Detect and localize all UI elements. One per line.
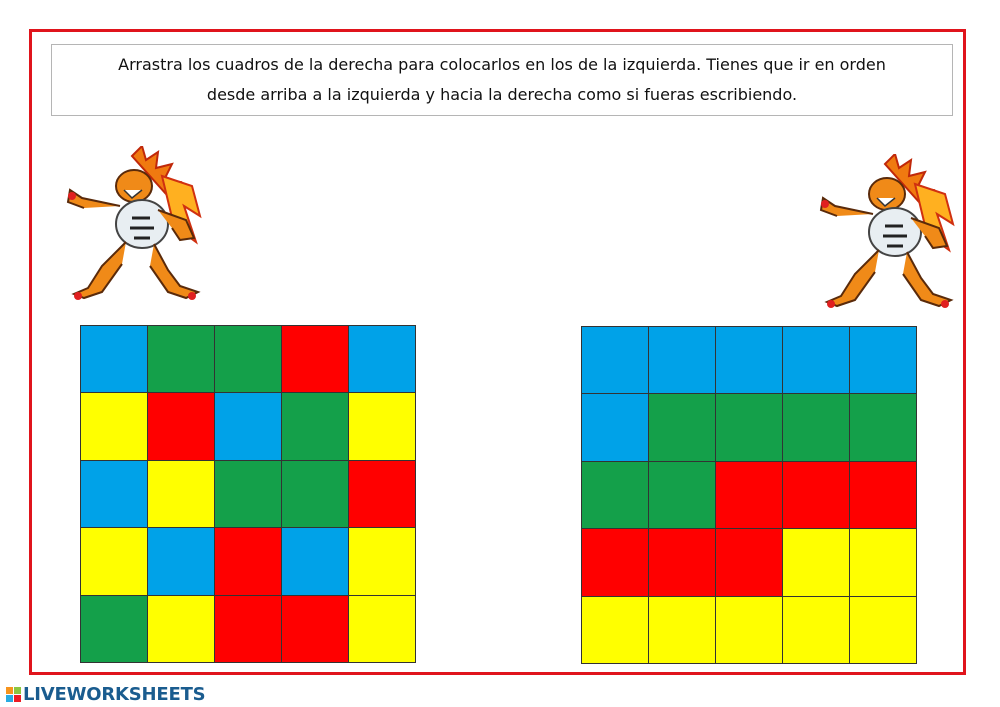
target-square-green <box>282 461 349 528</box>
draggable-square-red[interactable] <box>716 529 783 596</box>
draggable-square-green[interactable] <box>649 394 716 461</box>
draggable-square-blue[interactable] <box>649 327 716 394</box>
draggable-square-blue[interactable] <box>582 327 649 394</box>
target-square-blue <box>349 326 416 393</box>
draggable-square-red[interactable] <box>649 529 716 596</box>
target-square-red <box>282 326 349 393</box>
draggable-square-red[interactable] <box>582 529 649 596</box>
logo-text: LIVEWORKSHEETS <box>23 683 206 705</box>
draggable-square-green[interactable] <box>783 394 850 461</box>
target-square-blue <box>148 528 215 595</box>
target-square-blue <box>81 461 148 528</box>
target-square-red <box>148 393 215 460</box>
target-square-green <box>81 596 148 663</box>
instructions-box <box>51 44 953 116</box>
instructions-line-2: desde arriba a la izquierda y hacia la derecha como si fueras escribiendo. <box>206 85 798 104</box>
target-square-yellow <box>349 393 416 460</box>
target-square-yellow <box>349 528 416 595</box>
draggable-square-yellow[interactable] <box>783 529 850 596</box>
tiger-monster-icon <box>821 154 953 308</box>
target-square-red <box>282 596 349 663</box>
target-square-yellow <box>349 596 416 663</box>
tiger-monster-illustration-left <box>62 146 210 306</box>
draggable-square-red[interactable] <box>783 462 850 529</box>
target-square-green <box>282 393 349 460</box>
tiger-monster-illustration-right <box>815 154 963 314</box>
target-square-yellow <box>148 461 215 528</box>
target-square-yellow <box>81 528 148 595</box>
target-square-green <box>215 461 282 528</box>
draggable-square-green[interactable] <box>649 462 716 529</box>
draggable-square-red[interactable] <box>850 462 917 529</box>
target-square-blue <box>282 528 349 595</box>
draggable-square-blue[interactable] <box>850 327 917 394</box>
draggable-square-green[interactable] <box>716 394 783 461</box>
target-square-green <box>148 326 215 393</box>
draggable-square-blue[interactable] <box>716 327 783 394</box>
draggable-square-blue[interactable] <box>783 327 850 394</box>
target-square-yellow <box>81 393 148 460</box>
target-square-red <box>215 596 282 663</box>
draggable-squares-grid <box>581 326 917 664</box>
draggable-square-yellow[interactable] <box>850 597 917 664</box>
draggable-square-yellow[interactable] <box>783 597 850 664</box>
liveworksheets-logo <box>6 684 205 704</box>
target-square-yellow <box>148 596 215 663</box>
draggable-square-red[interactable] <box>716 462 783 529</box>
draggable-square-green[interactable] <box>582 462 649 529</box>
target-square-red <box>349 461 416 528</box>
logo-blocks-icon <box>6 687 21 702</box>
draggable-square-yellow[interactable] <box>582 597 649 664</box>
instructions-line-1: Arrastra los cuadros de la derecha para colocarlos en los de la izquierda. Tienes que ir en orden <box>118 55 886 74</box>
target-square-green <box>215 326 282 393</box>
tiger-monster-icon <box>68 146 200 300</box>
draggable-square-yellow[interactable] <box>649 597 716 664</box>
target-square-blue <box>215 393 282 460</box>
target-square-blue <box>81 326 148 393</box>
target-square-red <box>215 528 282 595</box>
draggable-square-yellow[interactable] <box>716 597 783 664</box>
target-pattern-grid <box>80 325 416 663</box>
draggable-square-blue[interactable] <box>582 394 649 461</box>
draggable-square-yellow[interactable] <box>850 529 917 596</box>
draggable-square-green[interactable] <box>850 394 917 461</box>
